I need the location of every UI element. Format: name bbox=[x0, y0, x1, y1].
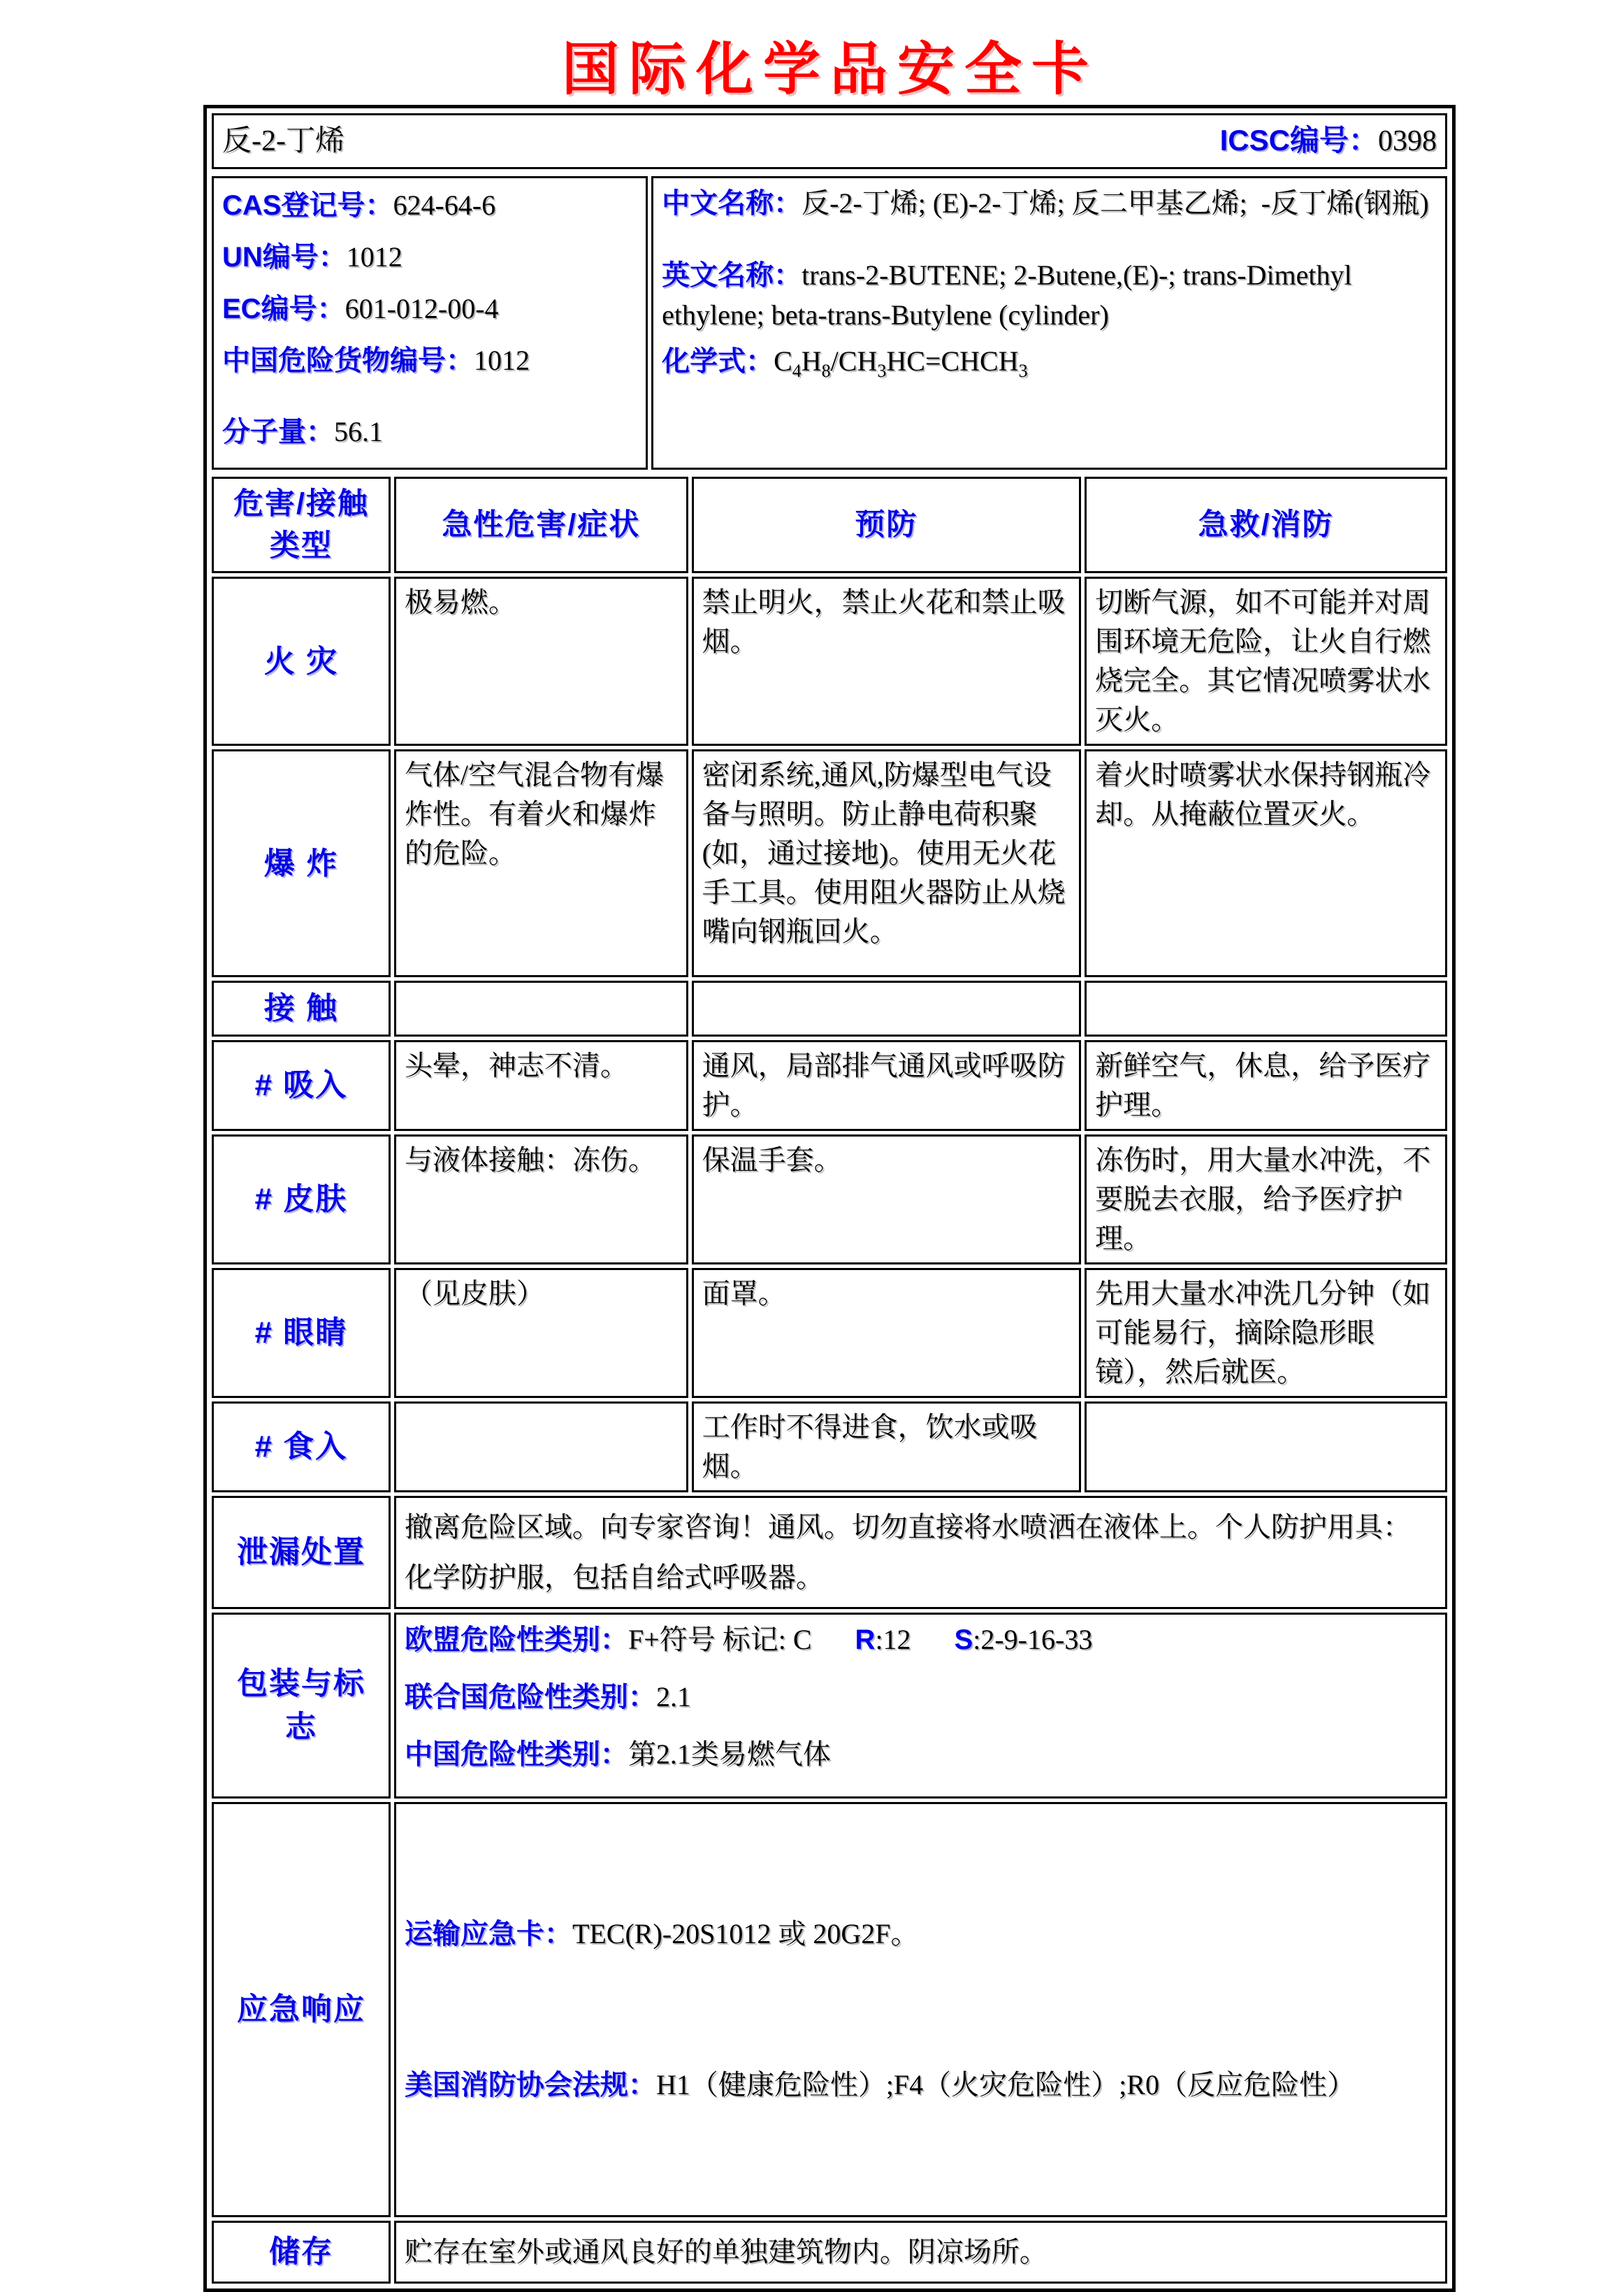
packaging-labelling-row bbox=[212, 1613, 1447, 1799]
un-number-line bbox=[222, 237, 637, 278]
skin-prevention-cell: 保温手套。 bbox=[692, 1134, 1081, 1264]
transport-emergency-card-label: 运输应急卡： bbox=[404, 1918, 572, 1949]
storage-row bbox=[212, 2221, 1447, 2284]
contact-row bbox=[212, 981, 1447, 1037]
transport-emergency-card-line bbox=[405, 1909, 1437, 1959]
english-name-line bbox=[662, 256, 1437, 336]
un-hazard-class-line bbox=[405, 1678, 1437, 1717]
spill-disposal-label-cell: 泄漏处置 bbox=[212, 1496, 391, 1609]
s-phrase-label: S bbox=[954, 1624, 973, 1655]
packaging-labelling-content-cell bbox=[394, 1613, 1447, 1799]
ingestion-row bbox=[212, 1401, 1447, 1492]
nfpa-code-line bbox=[405, 2060, 1437, 2110]
explosion-row bbox=[212, 749, 1447, 977]
explosion-symptoms-cell: 气体/空气混合物有爆炸性。有着火和爆炸的危险。 bbox=[394, 749, 688, 977]
ingestion-type-cell: # 食入 bbox=[212, 1401, 391, 1492]
eyes-response-cell: 先用大量水冲洗几分钟（如可能易行，摘除隐形眼镜），然后就医。 bbox=[1085, 1268, 1447, 1398]
page-title: 国际化学品安全卡 bbox=[561, 38, 1099, 101]
fire-type-cell: 火 灾 bbox=[212, 577, 391, 746]
emergency-response-row bbox=[212, 1802, 1447, 2217]
chemical-formula-line bbox=[662, 342, 1437, 384]
cas-number-label: CAS登记号： bbox=[222, 190, 393, 221]
molecular-weight-line bbox=[222, 412, 637, 452]
ingestion-response-cell bbox=[1085, 1401, 1447, 1492]
emergency-response-content-cell bbox=[394, 1802, 1447, 2217]
header-prevention: 预防 bbox=[692, 477, 1081, 573]
contact-type-cell: 接 触 bbox=[212, 981, 391, 1037]
cn-dangerous-goods-number-line bbox=[222, 340, 637, 381]
header-hazard-type: 危害/接触 类型 bbox=[212, 477, 391, 573]
contact-prevention-cell bbox=[692, 981, 1081, 1037]
skin-symptoms-cell: 与液体接触：冻伤。 bbox=[394, 1134, 688, 1264]
english-name-value: trans-2-BUTENE; 2-Butene,(E)-; trans-Dimethyl ethylene; beta-trans-Butylene (cylinder) bbox=[662, 259, 1359, 331]
ingestion-prevention-cell: 工作时不得进食，饮水或吸烟。 bbox=[692, 1401, 1081, 1492]
hazard-table-header-row bbox=[212, 477, 1447, 573]
ec-number-label: EC编号： bbox=[222, 294, 345, 324]
inhalation-prevention-cell: 通风，局部排气通风或呼吸防护。 bbox=[692, 1040, 1081, 1131]
ingestion-symptoms-cell bbox=[394, 1401, 688, 1492]
hazard-table bbox=[208, 473, 1451, 2287]
contact-response-cell bbox=[1085, 981, 1447, 1037]
header-firstaid-firefighting: 急救/消防 bbox=[1085, 477, 1447, 573]
un-number-label: UN编号： bbox=[222, 242, 347, 273]
chinese-name-label: 中文名称： bbox=[662, 188, 802, 219]
cn-dangerous-goods-number-value: 1012 bbox=[474, 345, 530, 376]
ec-number-line bbox=[222, 289, 637, 329]
spill-disposal-text-cell: 撤离危险区域。向专家咨询！通风。切勿直接将水喷洒在液体上。个人防护用具：化学防护服，包括自给式呼吸器。 bbox=[394, 1496, 1447, 1609]
names-cell bbox=[651, 176, 1447, 470]
eu-hazard-class-value: F+符号 标记: C bbox=[628, 1623, 812, 1655]
molecular-weight-value: 56.1 bbox=[334, 416, 383, 447]
skin-row bbox=[212, 1134, 1447, 1264]
icsc-number-field bbox=[1220, 120, 1437, 162]
icsc-number-value: 0398 bbox=[1378, 125, 1437, 158]
r-phrase-value: :12 bbox=[875, 1623, 911, 1655]
un-hazard-class-label: 联合国危险性类别： bbox=[404, 1681, 656, 1713]
eu-hazard-class-line bbox=[405, 1620, 1437, 1659]
fire-prevention-cell: 禁止明火，禁止火花和禁止吸烟。 bbox=[692, 577, 1081, 746]
identification-row bbox=[212, 176, 1447, 470]
identifiers-cell bbox=[212, 176, 648, 470]
cas-number-line bbox=[222, 185, 637, 226]
skin-response-cell: 冻伤时，用大量水冲洗，不要脱去衣服，给予医疗护理。 bbox=[1085, 1134, 1447, 1264]
fire-symptoms-cell: 极易燃。 bbox=[394, 577, 688, 746]
chinese-name-line bbox=[662, 184, 1437, 224]
storage-text-cell: 贮存在室外或通风良好的单独建筑物内。阴凉场所。 bbox=[394, 2221, 1447, 2284]
inhalation-response-cell: 新鲜空气，休息，给予医疗护理。 bbox=[1085, 1040, 1447, 1131]
r-phrase-label: R bbox=[855, 1624, 876, 1655]
cn-dangerous-goods-number-label: 中国危险货物编号： bbox=[222, 345, 474, 376]
contact-symptoms-cell bbox=[394, 981, 688, 1037]
header-acute-symptoms: 急性危害/症状 bbox=[394, 477, 688, 573]
packaging-labelling-label-cell: 包装与标志 bbox=[212, 1613, 391, 1799]
icsc-number-label: ICSC编号： bbox=[1219, 124, 1378, 157]
identification-section bbox=[208, 173, 1451, 473]
explosion-response-cell: 着火时喷雾状水保持钢瓶冷却。从掩蔽位置灭火。 bbox=[1085, 749, 1447, 977]
chemical-formula-label: 化学式： bbox=[662, 346, 774, 377]
eu-hazard-class-label: 欧盟危险性类别： bbox=[404, 1624, 628, 1655]
un-number-value: 1012 bbox=[346, 241, 403, 273]
skin-type-cell: # 皮肤 bbox=[212, 1134, 391, 1264]
inhalation-type-cell: # 吸入 bbox=[212, 1040, 391, 1131]
eyes-row bbox=[212, 1268, 1447, 1398]
s-phrase-value: :2-9-16-33 bbox=[973, 1623, 1093, 1655]
storage-label-cell: 储存 bbox=[212, 2221, 391, 2284]
nfpa-code-value: H1（健康危险性）;F4（火灾危险性）;R0（反应危险性） bbox=[655, 2068, 1355, 2100]
fire-response-cell: 切断气源，如不可能并对周围环境无危险，让火自行燃烧完全。其它情况喷雾状水灭火。 bbox=[1085, 577, 1447, 746]
cas-number-value: 624-64-6 bbox=[393, 189, 496, 221]
transport-emergency-card-value: TEC(R)-20S1012 或 20G2F。 bbox=[572, 1917, 919, 1949]
inhalation-symptoms-cell: 头晕，神志不清。 bbox=[394, 1040, 688, 1131]
name-section bbox=[208, 110, 1451, 173]
substance-name: 反-2-丁烯 bbox=[222, 124, 345, 157]
chinese-name-value: 反-2-丁烯; (E)-2-丁烯; 反二甲基乙烯; -反丁烯(钢瓶) bbox=[802, 187, 1429, 219]
safety-card bbox=[203, 105, 1456, 2292]
cn-hazard-class-line bbox=[405, 1735, 1437, 1774]
ec-number-value: 601-012-00-4 bbox=[345, 293, 499, 324]
molecular-weight-label: 分子量： bbox=[222, 417, 334, 447]
un-hazard-class-value: 2.1 bbox=[655, 1680, 691, 1713]
eyes-symptoms-cell: （见皮肤） bbox=[394, 1268, 688, 1398]
name-cell bbox=[212, 113, 1447, 169]
inhalation-row bbox=[212, 1040, 1447, 1131]
emergency-response-label-cell: 应急响应 bbox=[212, 1802, 391, 2217]
eyes-prevention-cell: 面罩。 bbox=[692, 1268, 1081, 1398]
cn-hazard-class-label: 中国危险性类别： bbox=[404, 1738, 628, 1770]
fire-row bbox=[212, 577, 1447, 746]
cn-hazard-class-value: 第2.1类易燃气体 bbox=[628, 1738, 831, 1770]
chemical-formula: $C_4H_8/CH_3HC=CHCH_3$ bbox=[774, 345, 1028, 382]
explosion-prevention-cell: 密闭系统,通风,防爆型电气设备与照明。防止静电荷积聚(如，通过接地)。使用无火花手工具。使用阻火器防止从烧嘴向钢瓶回火。 bbox=[692, 749, 1081, 977]
eyes-type-cell: # 眼睛 bbox=[212, 1268, 391, 1398]
nfpa-code-label: 美国消防协会法规： bbox=[404, 2069, 656, 2100]
name-row bbox=[212, 113, 1447, 169]
english-name-label: 英文名称： bbox=[662, 259, 802, 291]
spill-disposal-row bbox=[212, 1496, 1447, 1609]
explosion-type-cell: 爆 炸 bbox=[212, 749, 391, 977]
